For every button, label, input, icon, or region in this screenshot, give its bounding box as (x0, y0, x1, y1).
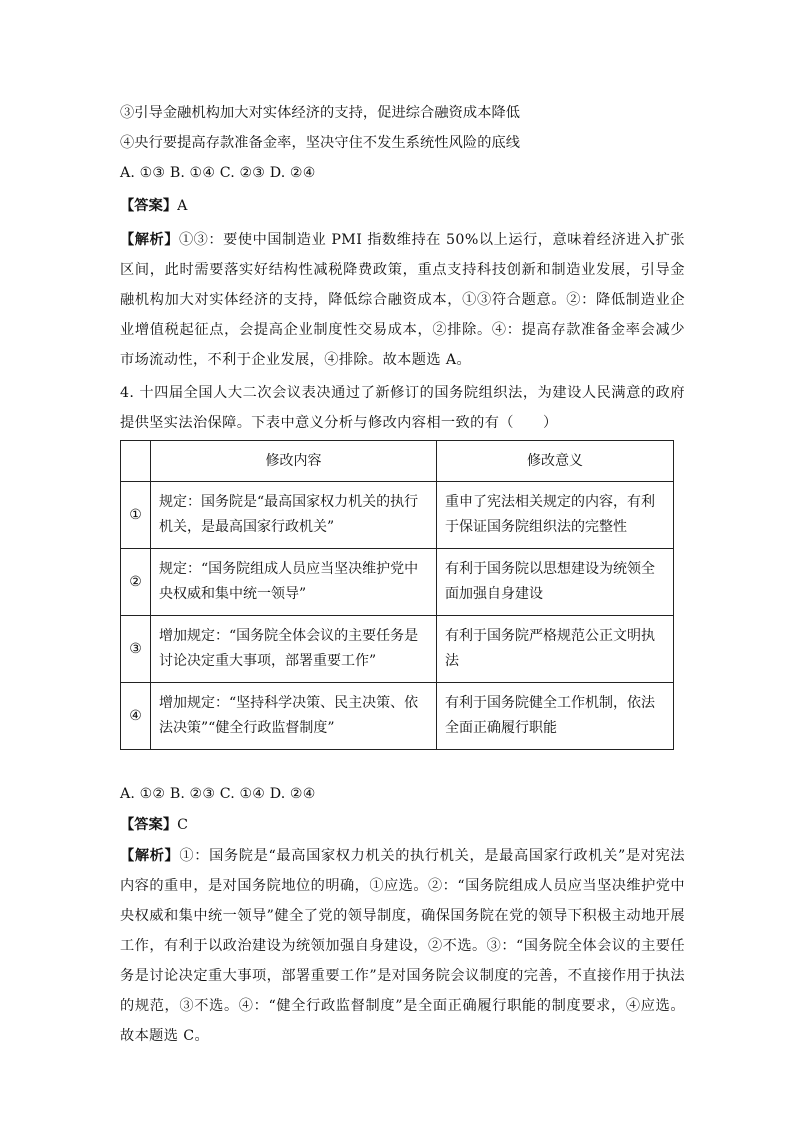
row-meaning: 有利于国务院健全工作机制，依法全面正确履行职能 (437, 683, 674, 750)
answer-label: 【答案】 (120, 817, 178, 833)
analysis-text: ①③：要使中国制造业 PMI 指数维持在 50%以上运行，意味着经济进入扩张区间，此时需要落实好结构性减税降费政策，重点支持科技创新和制造业发展，引导金融机构加大对实体经济的支持，降低综合融资成本，①③符合题意。②：降低制造业企业增值税起征点，会提高企业制度性交易成本，②排除。④：提高存款准备金率会减少市场流动性，不利于企业发展，④排除。故本题选 A。 (120, 232, 685, 368)
table-row (121, 549, 674, 616)
table-header-row (121, 441, 674, 482)
q4-answer (120, 815, 680, 835)
q4-choices: A. ①② B. ②③ C. ①④ D. ②④ (120, 786, 316, 802)
row-index: ② (121, 549, 151, 616)
row-index: ③ (121, 616, 151, 683)
q3-analysis (120, 225, 685, 375)
row-index: ① (121, 482, 151, 549)
analysis-label: 【解析】 (120, 848, 180, 864)
q3-choices: A. ①③ B. ①④ C. ②③ D. ②④ (120, 165, 316, 181)
q4-analysis (120, 841, 685, 1051)
row-content: 增加规定：“国务院全体会议的主要任务是讨论决定重大事项，部署重要工作” (151, 616, 437, 683)
answer-value: A (177, 198, 188, 214)
option-3: ③引导金融机构加大对实体经济的支持，促进综合融资成本降低 (120, 105, 521, 121)
q4-stem: 4. 十四届全国人大二次会议表决通过了新修订的国务院组织法，为建设人民满意的政府提供坚实法治保障。下表中意义分析与修改内容相一致的有（ ） (120, 385, 685, 431)
analysis-label: 【解析】 (120, 232, 179, 248)
row-content: 规定：国务院是“最高国家权力机关的执行机关，是最高国家行政机关” (151, 482, 437, 549)
answer-label: 【答案】 (120, 198, 178, 214)
row-meaning: 重申了宪法相关规定的内容，有利于保证国务院组织法的完整性 (437, 482, 674, 549)
row-meaning: 有利于国务院严格规范公正文明执法 (437, 616, 674, 683)
header-content: 修改内容 (151, 441, 437, 482)
header-meaning: 修改意义 (437, 441, 674, 482)
table-row (121, 616, 674, 683)
row-content: 增加规定：“坚持科学决策、民主决策、依法决策”“健全行政监督制度” (151, 683, 437, 750)
row-meaning: 有利于国务院以思想建设为统领全面加强自身建设 (437, 549, 674, 616)
answer-value: C (177, 817, 189, 833)
q3-answer (120, 196, 680, 216)
q4-table (120, 440, 674, 750)
header-index (121, 441, 151, 482)
option-4: ④央行要提高存款准备金率，坚决守住不发生系统性风险的底线 (120, 135, 521, 151)
table-row (121, 482, 674, 549)
row-index: ④ (121, 683, 151, 750)
row-content: 规定：“国务院组成人员应当坚决维护党中央权威和集中统一领导” (151, 549, 437, 616)
table-row (121, 683, 674, 750)
analysis-text: ①：国务院是“最高国家权力机关的执行机关，是最高国家行政机关”是对宪法内容的重申，是对国务院地位的明确，①应选。②：“国务院组成人员应当坚决维护党中央权威和集中统一领导”健全了党的领导制度，确保国务院在党的领导下积极主动地开展工作，有利于以政治建设为统领加强自身建设，②不选。③：“国务院全体会议的主要任务是讨论决定重大事项，部署重要工作”是对国务院会议制度的完善，不直接作用于执法的规范，③不选。④：“健全行政监督制度”是全面正确履行职能的制度要求，④应选。故本题选 C。 (120, 848, 685, 1044)
